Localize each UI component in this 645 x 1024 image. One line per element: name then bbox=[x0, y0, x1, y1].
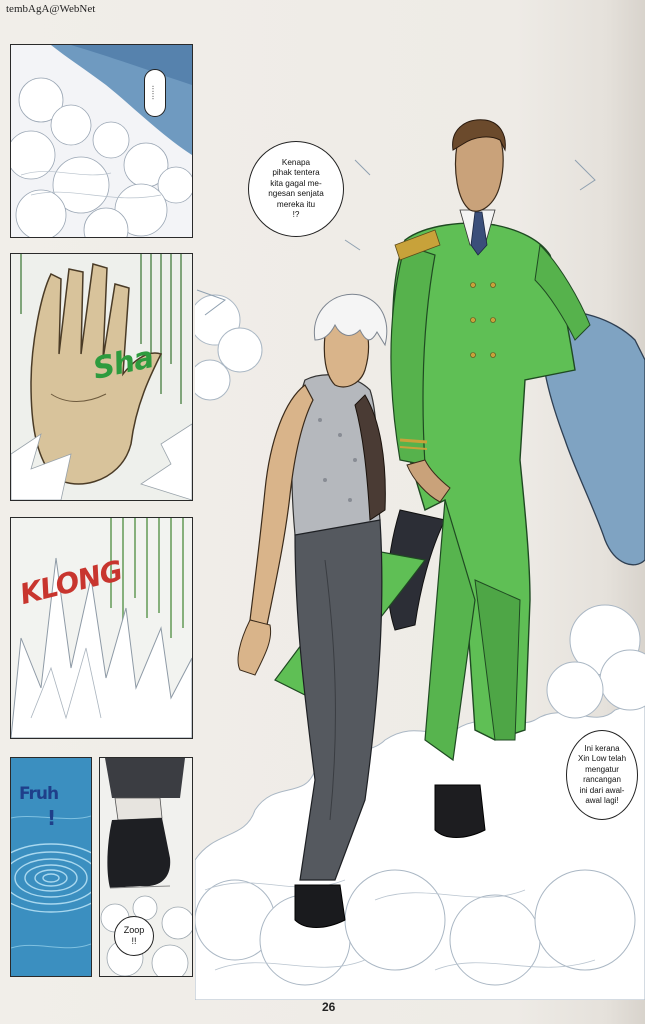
sfx-klong: KLONG bbox=[16, 553, 126, 612]
sfx-fruh: Fruh bbox=[19, 784, 59, 804]
speech-bubble-question: Kenapa pihak tentera kita gagal me- ngesan senjata mereka itu !? bbox=[248, 141, 344, 237]
panel-water bbox=[10, 757, 92, 977]
panel-hand bbox=[10, 253, 193, 501]
page-number: 26 bbox=[322, 1000, 336, 1014]
sky-illustration bbox=[11, 45, 192, 237]
sfx-sha: Sha bbox=[90, 340, 157, 387]
watermark: tembAgA@WebNet bbox=[6, 3, 96, 15]
speech-bubble-answer: Ini kerana Xin Low telah mengatur rancangan ini dari awal- awal lagi! bbox=[566, 730, 638, 820]
panel-sky bbox=[10, 44, 193, 238]
panel-ice bbox=[10, 517, 193, 739]
ice-burst-illustration bbox=[11, 518, 192, 738]
speech-bubble-ellipsis: ...... bbox=[144, 69, 166, 117]
sfx-fruh-mark: ! bbox=[47, 806, 56, 830]
speech-bubble-zoop: Zoop !! bbox=[114, 916, 154, 956]
panel-boots bbox=[99, 757, 193, 977]
